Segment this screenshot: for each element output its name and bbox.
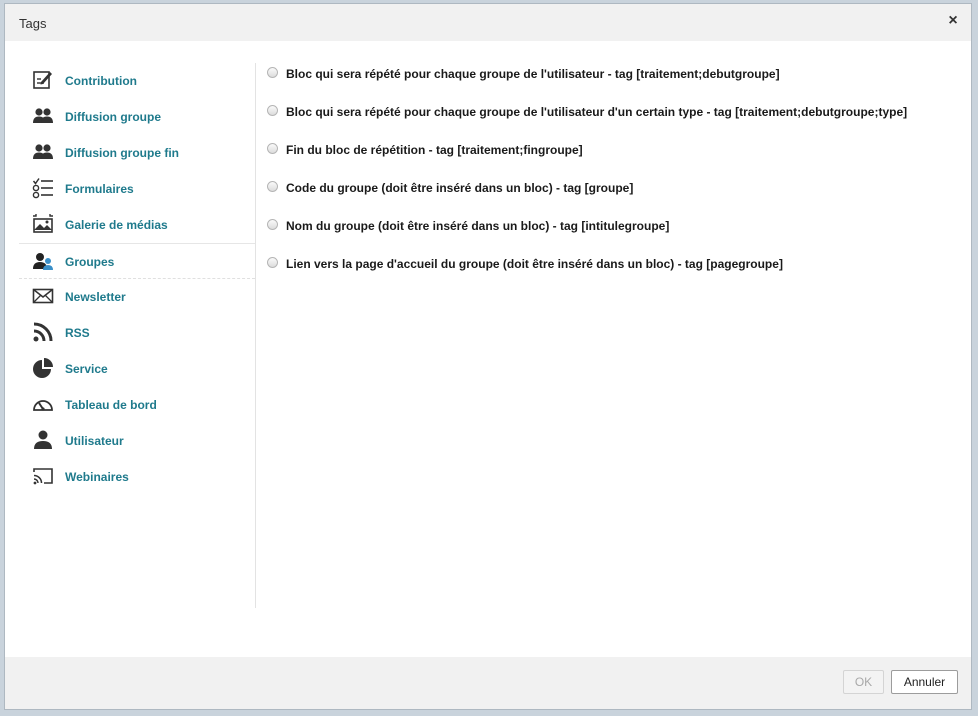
option-label: Fin du bloc de répétition - tag [traitement;fingroupe] xyxy=(286,143,583,157)
sidebar-item-galerie-medias[interactable] xyxy=(19,207,255,243)
pie-chart-icon xyxy=(32,357,54,379)
tag-option-intitulegroupe[interactable] xyxy=(267,215,957,253)
tags-dialog xyxy=(4,3,972,710)
user-icon xyxy=(32,429,54,451)
close-icon[interactable]: × xyxy=(948,12,958,29)
sidebar-item-service[interactable] xyxy=(19,351,255,387)
option-label: Nom du groupe (doit être inséré dans un bloc) - tag [intitulegroupe] xyxy=(286,219,670,233)
sidebar-item-label: Utilisateur xyxy=(65,434,124,448)
option-label: Code du groupe (doit être inséré dans un bloc) - tag [groupe] xyxy=(286,181,634,195)
sidebar-item-label: Groupes xyxy=(65,255,115,269)
sidebar-item-label: RSS xyxy=(65,326,90,340)
radio-button[interactable] xyxy=(267,257,278,268)
tag-option-debutgroupe[interactable] xyxy=(267,63,957,101)
sidebar-item-label: Tableau de bord xyxy=(65,398,157,412)
sidebar-item-rss[interactable] xyxy=(19,315,255,351)
cast-icon xyxy=(32,465,54,487)
sidebar-item-label: Diffusion groupe xyxy=(65,110,161,124)
sidebar-item-contribution[interactable] xyxy=(19,63,255,99)
dialog-body xyxy=(5,41,971,659)
option-label: Bloc qui sera répété pour chaque groupe de l'utilisateur - tag [traitement;debutgroupe] xyxy=(286,67,780,81)
sidebar-item-label: Galerie de médias xyxy=(65,218,168,232)
ok-button[interactable]: OK xyxy=(843,670,884,694)
radio-button[interactable] xyxy=(267,143,278,154)
sidebar-item-groupes[interactable] xyxy=(19,243,255,279)
sidebar-item-diffusion-groupe-fin[interactable] xyxy=(19,135,255,171)
sidebar-item-label: Service xyxy=(65,362,108,376)
tag-option-pagegroupe[interactable] xyxy=(267,253,957,291)
option-label: Bloc qui sera répété pour chaque groupe de l'utilisateur d'un certain type - tag [traitement;debutgroupe;type] xyxy=(286,105,908,119)
dialog-footer xyxy=(5,657,971,709)
sidebar-item-webinaires[interactable] xyxy=(19,459,255,495)
sidebar-item-label: Contribution xyxy=(65,74,137,88)
sidebar-item-label: Formulaires xyxy=(65,182,134,196)
cancel-button[interactable]: Annuler xyxy=(891,670,958,694)
checklist-icon xyxy=(32,177,54,199)
sidebar-item-label: Diffusion groupe fin xyxy=(65,146,179,160)
envelope-icon xyxy=(32,285,54,307)
radio-button[interactable] xyxy=(267,105,278,116)
tag-option-debutgroupe-type[interactable] xyxy=(267,101,957,139)
edit-icon xyxy=(32,69,54,91)
sidebar-item-label: Newsletter xyxy=(65,290,126,304)
tag-option-fingroupe[interactable] xyxy=(267,139,957,177)
radio-button[interactable] xyxy=(267,181,278,192)
option-label: Lien vers la page d'accueil du groupe (doit être inséré dans un bloc) - tag [pagegroupe] xyxy=(286,257,783,271)
sidebar-item-formulaires[interactable] xyxy=(19,171,255,207)
radio-button[interactable] xyxy=(267,219,278,230)
group-icon xyxy=(32,250,54,272)
sidebar-item-label: Webinaires xyxy=(65,470,129,484)
tag-options xyxy=(267,63,957,291)
sidebar-item-diffusion-groupe[interactable] xyxy=(19,99,255,135)
radio-button[interactable] xyxy=(267,67,278,78)
sidebar-item-utilisateur[interactable] xyxy=(19,423,255,459)
sidebar-item-newsletter[interactable] xyxy=(19,279,255,315)
sidebar-item-tableau-de-bord[interactable] xyxy=(19,387,255,423)
category-sidebar xyxy=(19,63,256,608)
rss-icon xyxy=(32,321,54,343)
users-icon xyxy=(32,105,54,127)
tag-option-groupe[interactable] xyxy=(267,177,957,215)
gauge-icon xyxy=(32,393,54,415)
users-icon xyxy=(32,141,54,163)
media-gallery-icon xyxy=(32,213,54,235)
dialog-titlebar xyxy=(5,4,971,41)
dialog-title: Tags xyxy=(19,16,47,31)
